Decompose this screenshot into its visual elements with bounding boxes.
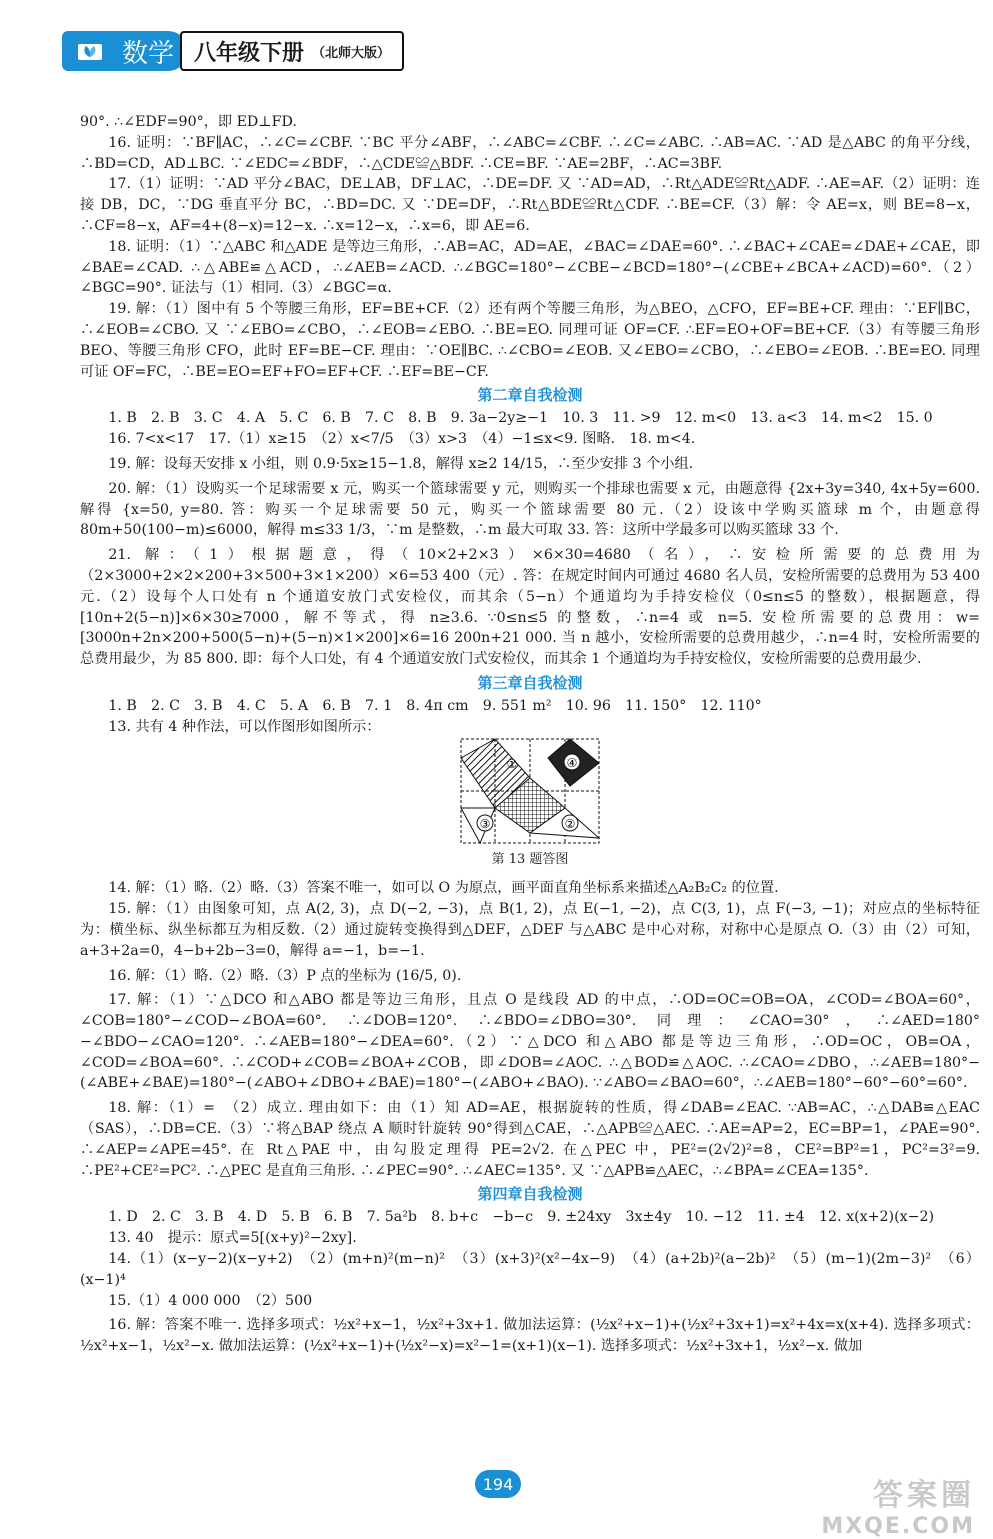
page-header xyxy=(62,30,404,72)
subject-title: 数学 xyxy=(118,31,188,71)
paragraph: 1. B 2. B 3. C 4. A 5. C 6. B 7. C 8. B 9. 3a−2y≥−1 10. 3 11. >9 12. m<0 13. a<3 14. m<2 15. 0 xyxy=(108,410,933,427)
grade-label: 八年级下册 xyxy=(194,40,305,66)
paragraph: 17. 解：（1）∵△DCO 和△ABO 都是等边三角形，且点 O 是线段 AD 的中点，∴OD=OC=OB=OA，∠COD=∠BOA=60°，∠COB=180°−∠COD−∠BOA=60°. ∴∠DOB=120°. ∴∠BDO=∠DBO=30°. 同理：∠CAO=30°，∴∠AED=180°−∠BDO−∠CAO=120°. ∴∠AEB=180°−∠DEA=60°.（2）∵△DCO 和△ABO 都是等边三角形，∴OD=OC，OB=OA，∠COD=∠BOA=60°. ∴∠COD+∠COB=∠BOA+∠COB，即∠DOB=∠AOC. ∴△BOD≌△AOC. ∴∠CAO=∠DBO，∴∠AEB=180°−(∠ABE+∠BAE)=180°−(∠ABO+∠DBO+∠BAE)=180°−(∠ABO+∠BAO). ∵∠ABO=∠BAO=60°，∴∠AEB=180°−60°−60°=60°. xyxy=(80,992,980,1092)
paragraph: 17.（1）证明：∵AD 平分∠BAC，DE⊥AB，DF⊥AC，∴DE=DF. 又 ∵AD=AD，∴Rt△ADE≌Rt△ADF. ∴AE=AF.（2）证明：连接 DB，DC，∵DG 垂直平分 BC，∴BD=DC. 又 ∵DE=DF，∴Rt△BDE≌Rt△CDF. ∴BE=CF.（3）解：令 AE=x，则 BE=8−x，∴CF=8−x，AF=4+(8−x)=12−x. ∴x=12−x，∴x=6，即 AE=6. xyxy=(80,176,980,234)
watermark-line-1: 答案圈 xyxy=(873,1478,975,1513)
figure-label: ③ xyxy=(479,816,491,831)
paragraph: 1. B 2. C 3. B 4. C 5. A 6. B 7. 1 8. 4π cm 9. 551 m² 10. 96 11. 150° 12. 110° xyxy=(108,697,762,714)
figure-label: ① xyxy=(506,756,518,771)
grade-title xyxy=(180,31,404,71)
paragraph: 15.（1）4 000 000 （2）500 xyxy=(108,1292,313,1309)
paragraph: 16. 7<x<17 17.（1）x≥15 （2）x<7/5 （3）x>3 （4）−1≤x<9. 图略. 18. m<4. xyxy=(108,431,696,448)
watermark xyxy=(805,1470,975,1539)
paragraph: 16. 证明：∵BF∥AC，∴∠C=∠CBF. ∵BC 平分∠ABF，∴∠ABC=∠CBF. ∴∠C=∠ABC. ∴AB=AC. ∵AD 是△ABC 的角平分线，∴BD=CD，AD⊥BC. ∵∠EDC=∠BDF，∴△CDE≌△BDF. ∴CE=BF. ∵AE=2BF，∴AC=3BF. xyxy=(80,134,980,172)
paragraph: 14. 解：（1）略.（2）略.（3）答案不唯一，如可以 O 为原点，画平面直角坐标系来描述△A₂B₂C₂ 的位置. xyxy=(108,880,779,897)
paragraph: 21. 解：（1）根据题意，得（10×2+2×3）×6×30=4680（名），∴安检所需要的总费用为（2×3000+2×2×200+3×500+3×1×200）×6=53 400（元）. 答：在规定时间内可通过 4680 名人员，安检所需要的总费用为 53 400 元.（2）设每个人口处有 n 个通道安放门式安检仪，而其余（5−n）个通道均为手持安检仪（0≤n≤5 的整数），根据题意，得 [10n+2(5−n)]×6×30≥7000，解不等式，得 n≥3.6. ∵0≤n≤5 的整数，∴n=4 或 n=5. 安检所需要的总费用：w=[3000n+2n×200+500(5−n)+(5−n)×1×200]×6=16 200n+21 000. 当 n 越小，安检所需要的总费用越少，∴n=4 时，安检所需要的总费用最少，为 85 800. 即：每个人口处，有 4 个通道安放门式安检仪，而其余 1 个通道均为手持安检仪，安检所需要的总费用最少. xyxy=(80,547,980,668)
paragraph: 13. 40 提示：原式=5[(x+y)²−2xy]. xyxy=(108,1230,357,1247)
edition-label: （北师大版） xyxy=(312,45,391,61)
page-number: 194 xyxy=(475,1470,521,1498)
paragraph: 19. 解：（1）图中有 5 个等腰三角形，EF=BE+CF.（2）还有两个等腰三角形，为△BEO，△CFO，EF=BE+CF. 理由：∵EF∥BC，∴∠EOB=∠CBO. 又 ∵∠EBO=∠CBO，∴∠EOB=∠EBO. ∴BE=EO. 同理可证 OF=CF. ∴EF=EO+OF=BE+CF.（3）有等腰三角形 BEO、等腰三角形 CFO，此时 EF=BE−CF. 理由：∵OE∥BC. ∴∠CBO=∠EOB. 又∠EBO=∠CBO，∴∠EBO=∠EOB. ∴BE=EO. 同理可证 OF=FC，∴BE=EO=EF+FO=EF+CF. ∴EF=BE−CF. xyxy=(80,301,980,380)
tangram-figure xyxy=(460,738,600,844)
leaf-book-icon xyxy=(62,31,118,71)
paragraph: 20. 解：（1）设购买一个足球需要 x 元，购买一个篮球需要 y 元，则购买一个排球也需要 x 元，由题意得 {2x+3y=340, 4x+5y=600. 解得 {x=50, y=80. 答：购买一个足球需要 50 元，购买一个篮球需要 80 元.（2）设该中学购买篮球 m 个，由题意得 80m+50(100−m)≤6000，解得 m≤33 1/3，∵m 是整数，∴m 最大可取 33. 答：这所中学最多可以购买篮球 33 个. xyxy=(80,480,980,539)
paragraph: 18. 解：（1）= （2）成立. 理由如下：由（1）知 AD=AE，根据旋转的性质，得∠DAB=∠EAC. ∵AB=AC，∴△DAB≌△EAC（SAS），∴DB=CE.（3）∵将△BAP 绕点 A 顺时针旋转 90°得到△CAE，∴△APB≌△AEC. ∴AE=AP=2，EC=BP=1，∠PAE=90°. ∴∠AEP=∠APE=45°. 在 Rt△PAE 中，由勾股定理得 PE=2√2. 在△PEC 中，PE²=(2√2)²=8，CE²=BP²=1，PC²=3²=9. ∴PE²+CE²=PC². ∴△PEC 是直角三角形. ∴∠PEC=90°. ∴∠AEC=135°. 又 ∵△APB≌△AEC，∴∠BPA=∠CEA=135°. xyxy=(80,1100,980,1179)
section-title-chapter-3: 第三章自我检测 xyxy=(477,673,583,692)
section-title-chapter-2: 第二章自我检测 xyxy=(477,386,583,405)
paragraph: 19. 解：设每天安排 x 小组，则 0.9·5x≥15−1.8，解得 x≥2 14/15，∴至少安排 3 个小组. xyxy=(108,455,694,472)
paragraph: 13. 共有 4 种作法，可以作图形如图所示： xyxy=(108,718,381,735)
figure-13 xyxy=(80,738,980,871)
figure-label: ② xyxy=(564,816,576,831)
paragraph: 15. 解：（1）由图象可知，点 A(2, 3)，点 D(−2, −3)，点 B(1, 2)，点 E(−1, −2)，点 C(3, 1)，点 F(−3, −1)；对应点的坐标特征为：横坐标、纵坐标都互为相反数.（2）通过旋转变换得到△DEF，△DEF 与△ABC 是中心对称，对称中心是原点 O.（3）由（2）可知，a+3+2a=0，4−b+2b−3=0，解得 a=−1，b=−1. xyxy=(80,901,980,959)
paragraph: 14.（1）(x−y−2)(x−y+2) （2）(m+n)²(m−n)² （3）(x+3)²(x²−4x−9) （4）(a+2b)²(a−2b)² （5）(m−1)(2m−3)² （6）(x−1)⁴ xyxy=(80,1251,980,1288)
figure-caption: 第 13 题答图 xyxy=(491,851,569,867)
answer-content xyxy=(80,112,980,1357)
paragraph: 16. 解：（1）略.（2）略.（3）P 点的坐标为 (16/5, 0). xyxy=(108,967,462,984)
section-title-chapter-4: 第四章自我检测 xyxy=(477,1185,583,1204)
paragraph: 1. D 2. C 3. B 4. D 5. B 6. B 7. 5a²b 8. b+c −b−c 9. ±24xy 3x±4y 10. −12 11. ±4 12. x(x+2)(x−2) xyxy=(108,1209,935,1226)
paragraph: 90°. ∴∠EDF=90°，即 ED⊥FD. xyxy=(80,114,297,130)
paragraph: 16. 解：答案不唯一. 选择多项式：½x²+x−1，½x²+3x+1. 做加法运算：(½x²+x−1)+(½x²+3x+1)=x²+4x=x(x+4). 选择多项式：½x²+x−1，½x²−x. 做加法运算：(½x²+x−1)+(½x²−x)=x²−1=(x+1)(x−1). 选择多项式：½x²+3x+1，½x²−x. 做加 xyxy=(80,1317,980,1355)
figure-label: ④ xyxy=(566,755,578,770)
paragraph: 18. 证明：（1）∵△ABC 和△ADE 是等边三角形，∴AB=AC，AD=AE，∠BAC=∠DAE=60°. ∴∠BAC+∠CAE=∠DAE+∠CAE，即∠BAE=∠CAD. ∴△ABE≌△ACD，∴∠AEB=∠ACD. ∴∠BGC=180°−∠CBE−∠BCD=180°−(∠CBE+∠BCA+∠ACD)=60°.（2）∠BGC=90°. 证法与（1）相同.（3）∠BGC=α. xyxy=(80,238,980,297)
watermark-line-2: MXQE.COM xyxy=(821,1514,975,1539)
